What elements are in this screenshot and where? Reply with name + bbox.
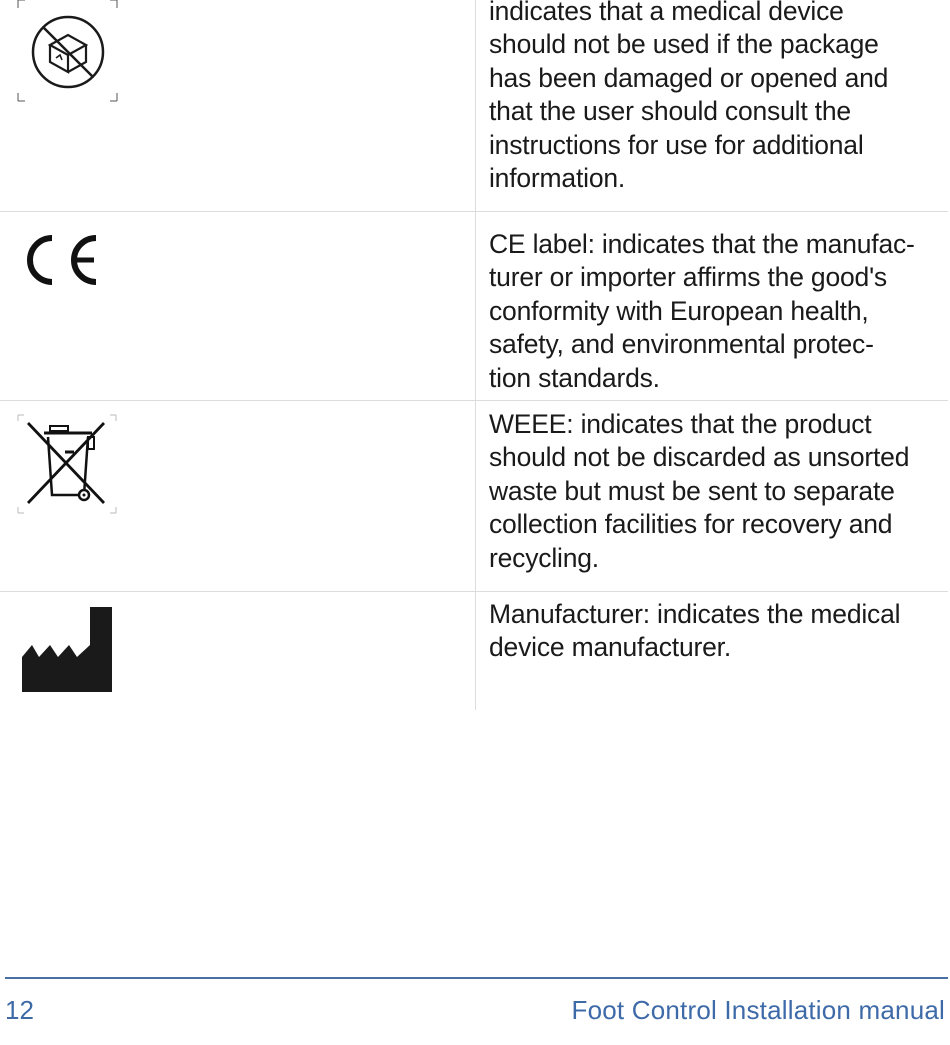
do-not-use-if-package-damaged-icon — [16, 0, 120, 102]
footer-divider — [5, 977, 948, 979]
document-title: Foot Control Installation manual — [571, 995, 945, 1025]
description-line: has been damaged or opened and — [489, 62, 889, 93]
description-cell — [476, 212, 948, 400]
description-line: collection facilities for recovery and — [489, 509, 893, 540]
weee-crossed-bin-icon — [16, 413, 120, 517]
description-line: recycling. — [489, 542, 599, 573]
description-line: device manufacturer. — [489, 632, 731, 663]
description-line: conformity with European health, — [489, 295, 869, 326]
description-line: information. — [489, 163, 626, 194]
description-line: waste but must be sent to separate — [489, 475, 895, 506]
description-line: safety, and environmental protec- — [489, 329, 874, 360]
description-line: should not be used if the package — [489, 29, 879, 60]
description-cell — [476, 401, 948, 591]
page-number: 12 — [5, 995, 34, 1025]
description-line: that the user should consult the — [489, 96, 851, 127]
description-cell — [476, 592, 948, 710]
description-line: indicates that a medical device — [489, 0, 844, 26]
description-line: turer or importer affirms the good's — [489, 262, 887, 293]
table-row — [0, 592, 948, 710]
description-line: WEEE: indicates that the product — [489, 409, 872, 439]
description-line: CE label: indicates that the manufac- — [489, 229, 915, 259]
table-row — [0, 0, 948, 212]
description-cell — [476, 0, 948, 211]
symbol-cell — [0, 592, 476, 710]
description-line: tion standards. — [489, 362, 660, 393]
ce-mark-icon — [24, 234, 104, 286]
symbol-cell — [0, 212, 476, 400]
symbol-cell — [0, 401, 476, 591]
description-line: should not be discarded as unsorted — [489, 442, 910, 473]
table-row — [0, 401, 948, 592]
description-line: instructions for use for additional — [489, 129, 864, 160]
table-row — [0, 212, 948, 401]
symbol-cell — [0, 0, 476, 211]
description-line: Manufacturer: indicates the medical — [489, 599, 901, 629]
manufacturer-factory-icon — [22, 607, 114, 693]
